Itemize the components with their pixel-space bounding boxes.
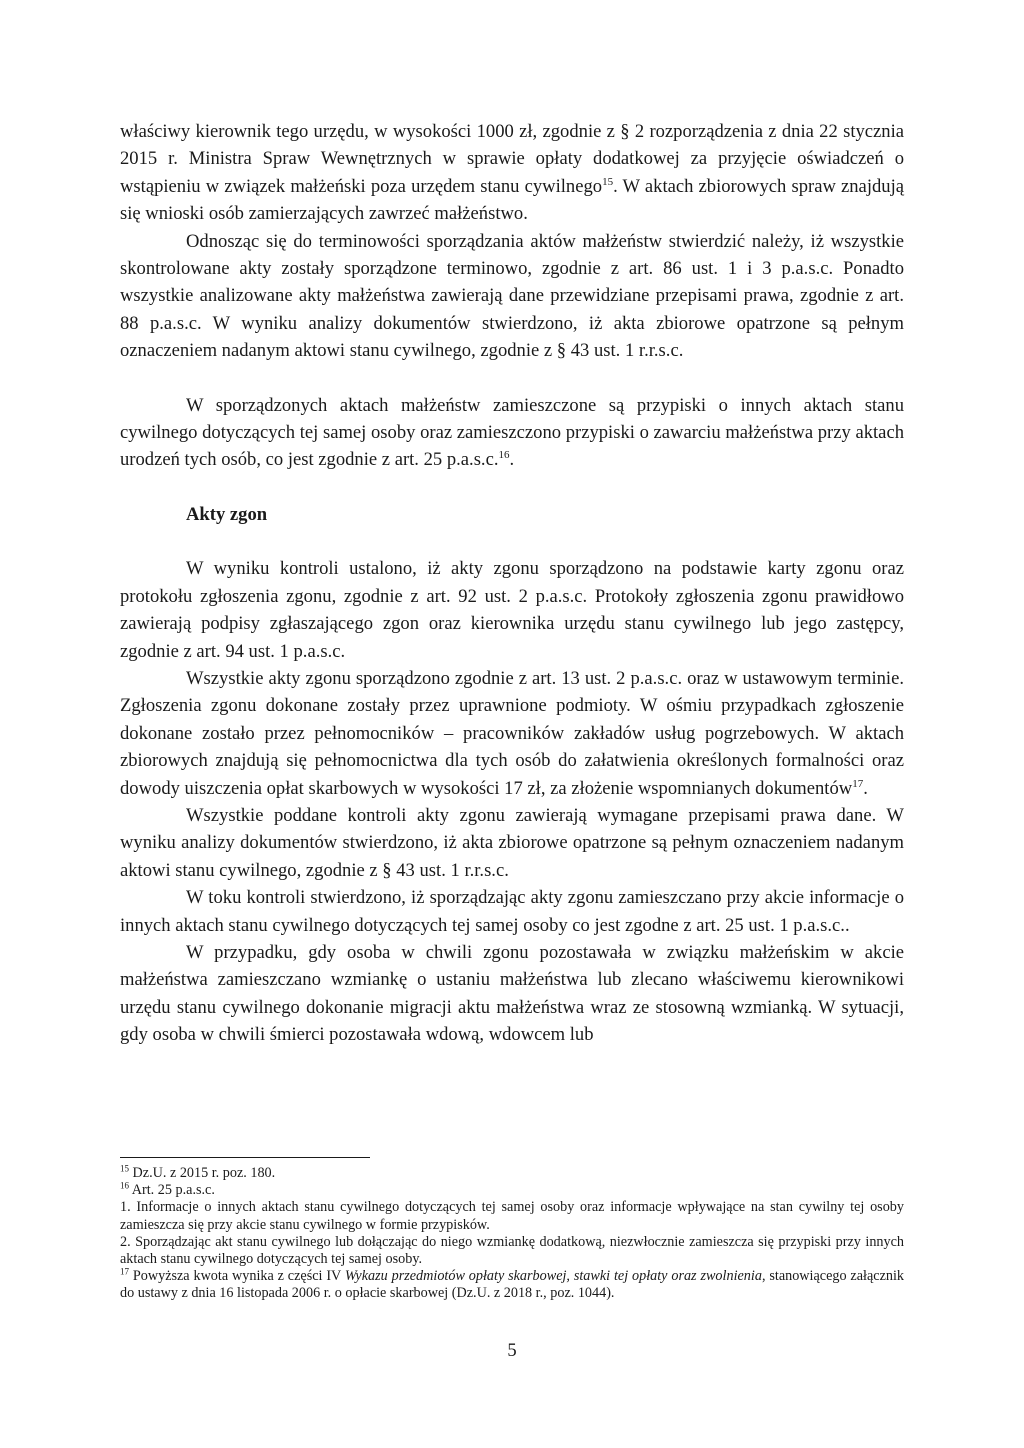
footnote-16-item-2: 2. Sporządzając akt stanu cywilnego lub dołączając do niego wzmiankę dodatkową, niezwłocznie zamieszcza się przypiski przy innych aktach stanu cywilnego dotyczących tej samej osoby. <box>120 1233 904 1268</box>
paragraph-death-marriage: W przypadku, gdy osoba w chwili zgonu pozostawała w związku małżeńskim w akcie małżeństwa zamieszczano wzmiankę o ustaniu małżeństwa lub zlecano właściwemu kierownikowi urzędu stanu cywilnego dokonanie migracji aktu małżeństwa wraz ze stosowną wzmianką. W sytuacji, gdy osoba w chwili śmierci pozostawała wdową, wdowcem lub <box>120 941 904 1046</box>
section-heading-death-records: Akty zgon <box>186 503 268 525</box>
footnote-17: $^{17}$ Powyższa kwota wynika z części IV Wykazu przedmiotów opłaty skarbowej, stawki tej opłaty oraz zwolnienia, stanowiącego załącznik do ustawy z dnia 16 listopada 2006 r. o opłacie skarbowej (Dz.U. z 2018 r., poz. 1044). <box>120 1266 904 1302</box>
paragraph-marriage-fee: właściwy kierownik tego urzędu, w wysokości 1000 zł, zgodnie z § 2 rozporządzenia z dnia 22 stycznia 2015 r. Ministra Spraw Wewnętrznych w sprawie opłaty dodatkowej za przyjęcie oświadczeń o wstąpieniu w związek małżeński poza urzędem stanu cywilnego$^{15}$. W aktach zbiorowych spraw znajdują się wnioski osób zamierzających zawrzeć małżeństwo. <box>120 121 904 225</box>
footnote-ref-16[interactable]: 16 <box>498 449 510 462</box>
paragraph-death-registration: Wszystkie akty zgonu sporządzono zgodnie z art. 13 ust. 2 p.a.s.c. oraz w ustawowym terminie. Zgłoszenia zgonu dokonane zostały przez uprawnione podmioty. W ośmiu przypadkach zgłoszenie dokonane zostało przez pełnomocników – pracowników zakładów usług pogrzebowych. W aktach zbiorowych znajdują się pełnomocnictwa dla tych osób do załatwienia określonych formalności oraz dowody uiszczenia opłat skarbowych w wysokości 17 zł, za złożenie wspomnianych dokumentów$^{17}$. <box>120 667 904 799</box>
footnotes <box>120 1165 904 1303</box>
footnote-ref-15[interactable]: 15 <box>602 175 614 188</box>
footnote-ref-17[interactable]: 17 <box>852 777 864 790</box>
footnote-15: $^{15}$ Dz.U. z 2015 r. poz. 180. <box>120 1163 276 1181</box>
footnote-16-item-1: 1. Informacje o innych aktach stanu cywilnego dotyczących tej samej osoby oraz informacje wpływające na stan cywilny tej osoby zamieszcza się przy akcie stanu cywilnego w formie przypisków. <box>120 1199 904 1233</box>
paragraph-death-basis: W wyniku kontroli ustalono, iż akty zgonu sporządzono na podstawie karty zgonu oraz protokołu zgłoszenia zgonu, zgodnie z art. 92 ust. 2 p.a.s.c. Protokoły zgłoszenia zgonu prawidłowo zawierają podpisy zgłaszającego zgon oraz kierownika urzędu stanu cywilnego lub jego zastępcy, zgodnie z art. 94 ust. 1 p.a.s.c. <box>120 558 904 662</box>
paragraph-death-data: Wszystkie poddane kontroli akty zgonu zawierają wymagane przepisami prawa dane. W wyniku analizy dokumentów stwierdzono, iż akta zbiorowe opatrzone są pełnym oznaczeniem nadanym aktowi stanu cywilnego, zgodnie z § 43 ust. 1 r.r.s.c. <box>120 804 904 881</box>
footnote-16: $^{16}$ Art. 25 p.a.s.c. <box>120 1180 215 1199</box>
paragraph-marriage-timeliness: Odnosząc się do terminowości sporządzania aktów małżeństw stwierdzić należy, iż wszystkie skontrolowane akty zostały sporządzone terminowo, zgodnie z art. 86 ust. 1 i 3 p.a.s.c. Ponadto wszystkie analizowane akty małżeństwa zawierają dane przewidziane przepisami prawa, zgodnie z art. 88 p.a.s.c. W wyniku analizy dokumentów stwierdzono, iż akta zbiorowe opatrzone są pełnym oznaczeniem nadanym aktowi stanu cywilnego, zgodnie z § 43 ust. 1 r.r.s.c. <box>120 230 904 362</box>
page-number: 5 <box>507 1340 517 1361</box>
paragraph-marriage-annotations: W sporządzonych aktach małżeństw zamieszczone są przypiski o innych aktach stanu cywilnego dotyczących tej samej osoby oraz zamieszczono przypiski o zawarciu małżeństwa przy aktach urodzeń tych osób, co jest zgodnie z art. 25 p.a.s.c.$^{16}$. <box>120 394 904 471</box>
footnote-separator <box>120 1157 370 1158</box>
paragraph-death-annotations: W toku kontroli stwierdzono, iż sporządzając akty zgonu zamieszczano przy akcie informacje o innych aktach stanu cywilnego dotyczących tej samej osoby co jest zgodne z art. 25 ust. 1 p.a.s.c.. <box>120 887 904 936</box>
document-body <box>120 118 904 1049</box>
